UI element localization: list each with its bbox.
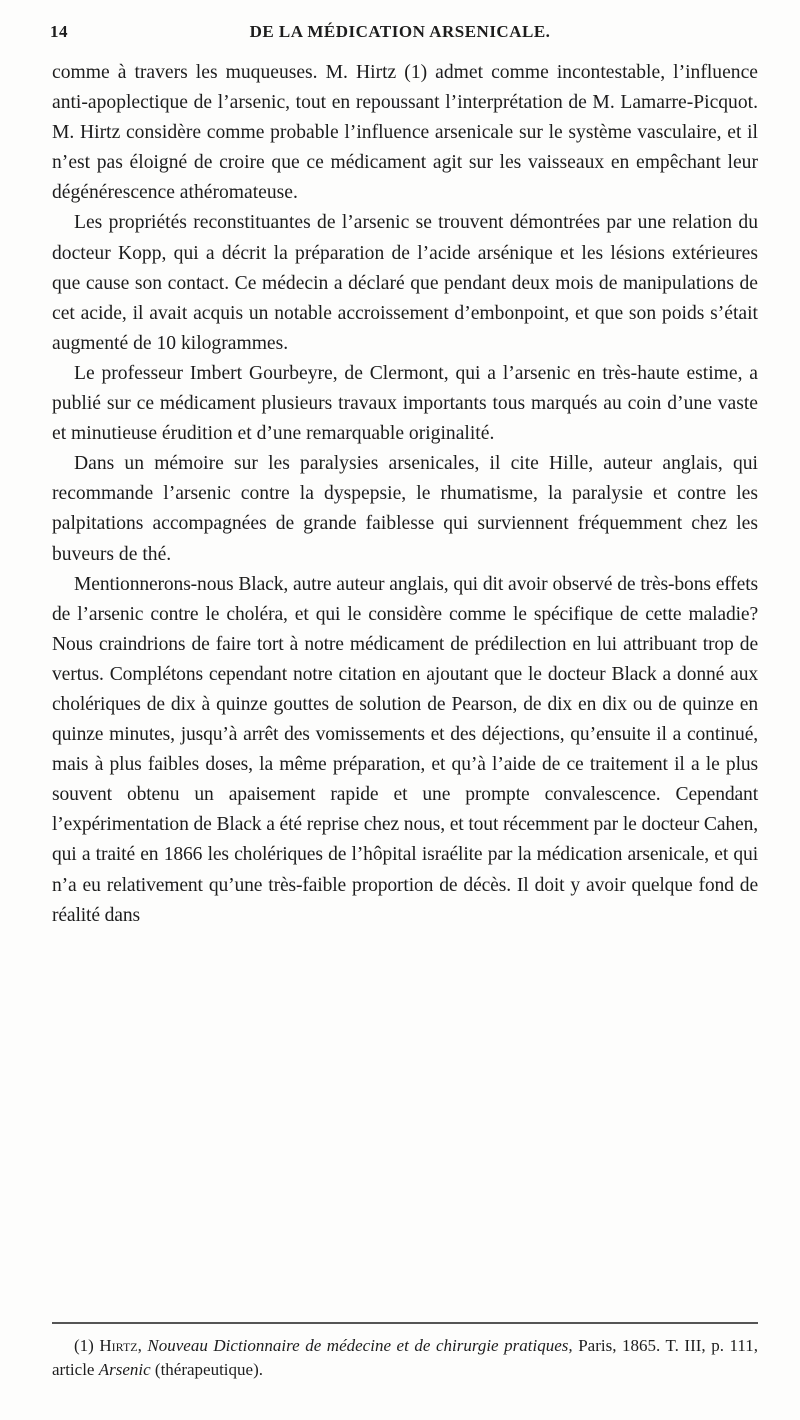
paragraph-2: Les propriétés reconstituantes de l’arsenic se trouvent démontrées par une relation du docteur Kopp, qui a décrit la préparation de l’acide arsénique et les lésions extérieures que cause son contact. Ce médecin a déclaré que pendant deux mois de manipulations de cet acide, il avait acquis un notable accroissement d’embonpoint, et que son poids s’était augmenté de 10 kilogrammes. [52,212,758,354]
footnote-rule [52,1322,758,1324]
paragraph-1: comme à travers les muqueuses. M. Hirtz (1) admet comme incontestable, l’influence anti-apoplectique de l’arsenic, tout en repoussant l’interprétation de M. Lamarre-Picquot. M. Hirtz considère comme probable l’influence arsenicale sur le système vasculaire, et il n’est pas éloigné de croire que ce médicament agit sur les vaisseaux en empêchant leur dégénérescence athéromateuse. [52,62,758,204]
footnote-author: Hirtz, [99,1336,142,1355]
paragraph-5: Mentionnerons-nous Black, autre auteur anglais, qui dit avoir observé de très-bons effets de l’arsenic contre le choléra, et qui le considère comme le spécifique de cette maladie? Nous craindrions de faire tort à notre médicament de prédilection en lui attribuant trop de vertus. Complétons cependant notre citation en ajoutant que le docteur Black a donné aux cholériques de dix à quinze gouttes de solution de Pearson, de dix en dix ou de quinze en quinze minutes, jusqu’à arrêt des vomissements et des déjections, qu’ensuite il a continué, mais à plus faibles doses, la même préparation, et qu’à l’aide de ce traitement il a le plus souvent obtenu un apaisement rapide et une prompte convalescence. Cependant l’expérimentation de Black a été reprise chez nous, et tout récemment par le docteur Cahen, qui a traité en 1866 les cholériques de l’hôpital israélite par la médication arsenicale, et qui n’a eu relativement qu’une très-faible proportion de décès. Il doit y avoir quelque fond de réalité dans [52,573,758,926]
paragraph-4: Dans un mémoire sur les paralysies arsenicales, il cite Hille, auteur anglais, qui recommande l’arsenic contre la dyspepsie, le rhumatisme, la paralysie et contre les palpitations accompagnées de grande faiblesse qui surviennent fréquemment chez les buveurs de thé. [52,453,758,565]
footnote-details: Paris, 1865. T. III, p. 111, article [52,1336,759,1379]
footnote-title: Nouveau Dictionnaire de médecine et de chirurgie pratiques, [147,1336,573,1355]
footnote-article: Arsenic [98,1360,151,1379]
footnote [52,1334,758,1382]
footnote-marker: (1) [74,1336,94,1355]
page-header [50,22,750,48]
paragraph-3: Le professeur Imbert Gourbeyre, de Clermont, qui a l’arsenic en très-haute estime, a publié sur ce médicament plusieurs travaux importants tous marqués au coin d’une vaste et minutieuse érudition et d’une remarquable originalité. [52,362,758,445]
body-text [52,58,758,931]
footnote-suffix: (thérapeutique). [154,1360,263,1379]
page-number: 14 [50,22,68,41]
running-title: DE LA MÉDICATION ARSENICALE. [249,22,551,41]
